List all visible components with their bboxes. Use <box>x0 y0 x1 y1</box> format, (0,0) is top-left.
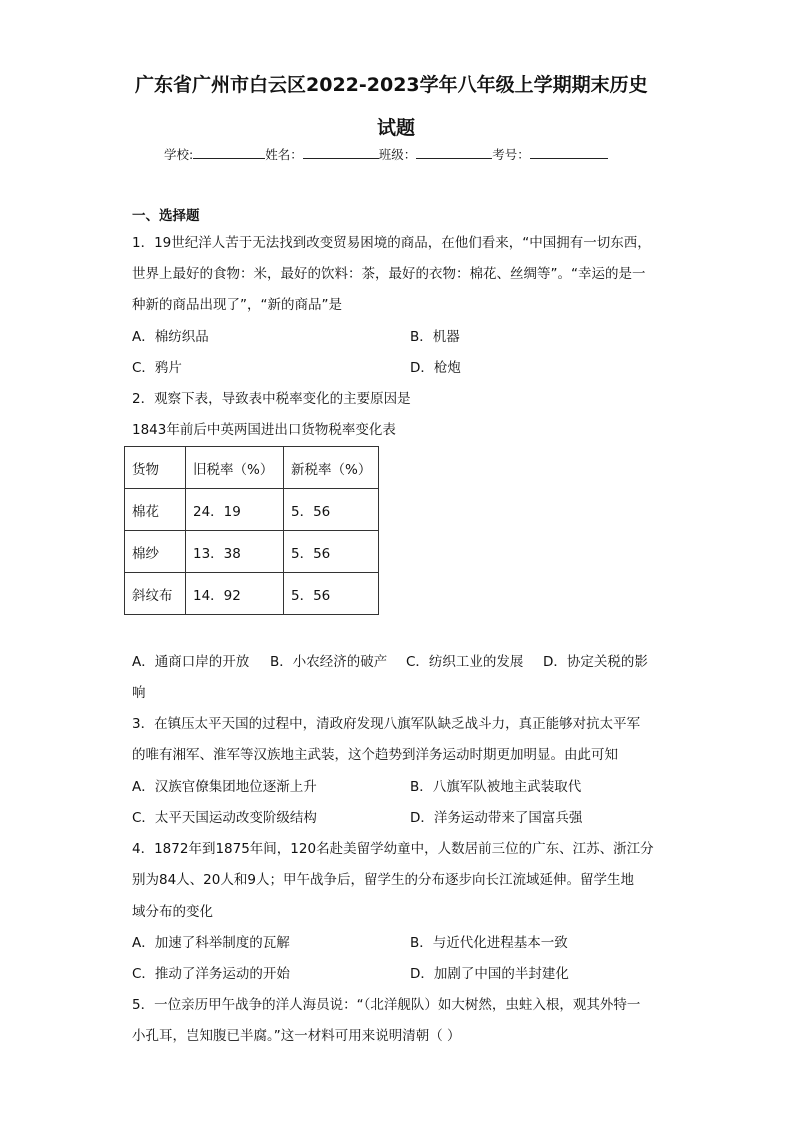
name-blank[interactable] <box>303 146 379 159</box>
exam-number-blank[interactable] <box>530 146 608 159</box>
table-cell: 14．92 <box>186 573 284 615</box>
q3-stem-line1: 3．在镇压太平天国的过程中，清政府发现八旗军队缺乏战斗力，真正能够对抗太平军 <box>132 716 641 732</box>
class-blank[interactable] <box>416 146 492 159</box>
q1-option-d[interactable]: D．枪炮 <box>410 360 461 376</box>
q4-stem-line3: 域分布的变化 <box>132 904 213 920</box>
q2-option-b[interactable]: B．小农经济的破产 <box>270 654 388 670</box>
table-header-cell: 新税率（%） <box>284 447 379 489</box>
q1-stem-line3: 种新的商品出现了”，“新的商品”是 <box>132 297 342 313</box>
page-title-line2: 试题 <box>377 117 416 139</box>
q1-stem-line2: 世界上最好的食物：米，最好的饮料：茶，最好的衣物：棉花、丝绸等”。“幸运的是一 <box>132 266 646 282</box>
table-row <box>125 489 379 531</box>
table-header-cell: 货物 <box>125 447 186 489</box>
student-info-line <box>164 145 608 163</box>
q1-option-b[interactable]: B．机器 <box>410 329 460 345</box>
q1-option-a[interactable]: A．棉纺织品 <box>132 329 209 345</box>
q3-option-a[interactable]: A．汉族官僚集团地位逐渐上升 <box>132 779 317 795</box>
tax-rate-table <box>124 446 379 615</box>
q5-stem-line2: 小孔耳，岂知腹已半腐。”这一材料可用来说明清朝（ ） <box>132 1028 461 1044</box>
table-cell: 5．56 <box>284 573 379 615</box>
school-label: 学校: <box>164 147 194 162</box>
table-cell: 斜纹布 <box>125 573 186 615</box>
q1-stem-line1: 1．19世纪洋人苦于无法找到改变贸易困境的商品，在他们看来，“中国拥有一切东西， <box>132 235 651 251</box>
table-cell: 24．19 <box>186 489 284 531</box>
q2-option-c[interactable]: C．纺织工业的发展 <box>406 654 524 670</box>
q4-stem-line2: 别为84人、20人和9人；甲午战争后，留学生的分布逐步向长江流域延伸。留学生地 <box>132 872 634 888</box>
table-cell: 13．38 <box>186 531 284 573</box>
section-heading: 一、选择题 <box>132 208 200 224</box>
table-cell: 棉花 <box>125 489 186 531</box>
table-cell: 5．56 <box>284 489 379 531</box>
q2-option-a[interactable]: A．通商口岸的开放 <box>132 654 250 670</box>
q2-table-caption: 1843年前后中英两国进出口货物税率变化表 <box>132 422 396 438</box>
class-label: 班级： <box>378 147 417 162</box>
exam-number-label: 考号： <box>492 147 530 162</box>
q3-stem-line2: 的唯有湘军、淮军等汉族地主武装，这个趋势到洋务运动时期更加明显。由此可知 <box>132 747 618 763</box>
table-row <box>125 573 379 615</box>
q4-option-c[interactable]: C．推动了洋务运动的开始 <box>132 966 290 982</box>
q3-option-c[interactable]: C．太平天国运动改变阶级结构 <box>132 810 317 826</box>
q2-option-d[interactable]: D．协定关税的影 <box>543 654 648 670</box>
page-title-line1: 广东省广州市白云区2022-2023学年八年级上学期期末历史 <box>135 74 648 96</box>
q2-stem: 2．观察下表，导致表中税率变化的主要原因是 <box>132 391 411 407</box>
q5-stem-line1: 5．一位亲历甲午战争的洋人海员说：“（北洋舰队）如大树然，虫蛀入根，观其外特一 <box>132 997 641 1013</box>
school-blank[interactable] <box>193 146 265 159</box>
q4-option-d[interactable]: D．加剧了中国的半封建化 <box>410 966 569 982</box>
table-cell: 棉纱 <box>125 531 186 573</box>
q4-option-a[interactable]: A．加速了科举制度的瓦解 <box>132 935 290 951</box>
table-cell: 5．56 <box>284 531 379 573</box>
q4-stem-line1: 4．1872年到1875年间，120名赴美留学幼童中，人数居前三位的广东、江苏、浙江分 <box>132 841 654 857</box>
table-header-cell: 旧税率（%） <box>186 447 284 489</box>
q2-option-d-wrap: 响 <box>132 685 146 701</box>
q1-option-c[interactable]: C．鸦片 <box>132 360 182 376</box>
q3-option-b[interactable]: B．八旗军队被地主武装取代 <box>410 779 582 795</box>
name-label: 姓名： <box>265 147 303 162</box>
table-row <box>125 531 379 573</box>
q3-option-d[interactable]: D．洋务运动带来了国富兵强 <box>410 810 583 826</box>
q4-option-b[interactable]: B．与近代化进程基本一致 <box>410 935 568 951</box>
table-header-row <box>125 447 379 489</box>
